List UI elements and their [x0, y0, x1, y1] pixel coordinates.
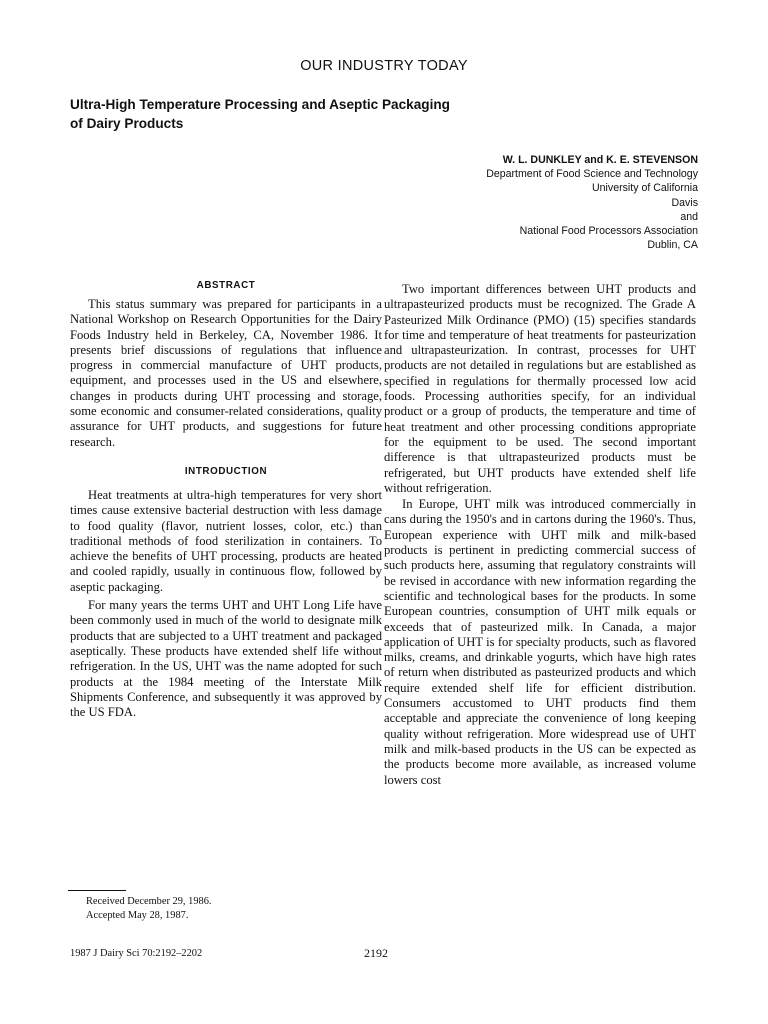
left-column: [70, 278, 382, 720]
body-paragraph-2: In Europe, UHT milk was introduced commercially in cans during the 1950's and in cartons during the 1960's. Thus, European experience with UHT milk and milk-based products is pertinent in predicting commercial success of such products here, assuming that regulatory constraints will be revised in accordance with new information regarding the scientific and technological bases for the products. In some European countries, consumption of UHT milk equals or exceeds that of pasteurized milk. In Canada, a major application of UHT is for specialty products, such as flavored milks, creams, and drinkable yogurts, which have high rates of return when distributed as pasteurized products and which require extended shelf life for efficient distribution. Consumers accustomed to UHT products find them acceptable and appreciate the convenience of long keeping quality without refrigeration. More widespread use of UHT milk and milk-based products in the US can be expected as the products become more available, as increased volume lowers cost: [384, 497, 696, 787]
abstract-text: This status summary was prepared for participants in a National Workshop on Research Opportunities for the Dairy Foods Industry held in Berkeley, CA, November 1986. It presents brief discussions of regulations that influence progress in commercial manufacture of UHT products, equipment, and processes used in the US and elsewhere, changes in products during UHT processing and storage, some economic and consumer-related considerations, quality assurance for UHT products, and suggestions for future research.: [70, 297, 382, 449]
affiliation-location: Dublin, CA: [647, 239, 698, 252]
affiliation-conjunction: and: [680, 210, 698, 223]
affiliation-association: National Food Processors Association: [519, 225, 698, 238]
article-title-line-1: Ultra-High Temperature Processing and Aseptic Packaging: [70, 97, 450, 112]
article-title: [70, 95, 590, 133]
page-number: 2192: [364, 946, 388, 960]
article-title-line-2: of Dairy Products: [70, 116, 184, 131]
introduction-heading: INTRODUCTION: [184, 465, 268, 477]
body-paragraph-1: Two important differences between UHT products and ultrapasteurized products must be recognized. The Grade A Pasteurized Milk Ordinance (PMO) (15) specifies standards for time and temperature of heat treatments for pasteurization and ultrapasteurization. In contrast, processes for UHT products are not detailed in regulations but are established as specified in regulations for thermally processed low acid foods. Processing authorities specify, for an individual product or a group of products, the temperature and time of heat treatment and other processing conditions appropriate for the equipment to be used. The second important difference is that ultrapasteurized products must be refrigerated, but UHT products have extended shelf life without refrigeration.: [384, 282, 696, 495]
accepted-date: Accepted May 28, 1987.: [86, 909, 189, 921]
affiliation-city: Davis: [671, 196, 698, 209]
authors: W. L. DUNKLEY and K. E. STEVENSON: [502, 154, 698, 166]
footnotes: [86, 895, 212, 922]
introduction-paragraph-2: For many years the terms UHT and UHT Long Life have been commonly used in much of the world to designate milk products that are subjected to a UHT treatment and packaged aseptically. These products have extended shelf life without refrigeration. In the US, UHT was the name adopted for such products at the 1984 meeting of the Interstate Milk Shipments Conference, and subsequently it was approved by the US FDA.: [70, 598, 382, 720]
abstract-heading: ABSTRACT: [196, 280, 256, 291]
journal-citation: 1987 J Dairy Sci 70:2192–2202: [70, 948, 203, 959]
affiliation-department: Department of Food Science and Technology: [486, 168, 698, 181]
footnote-divider: [68, 890, 126, 891]
affiliation-university: University of California: [592, 182, 698, 195]
received-date: Received December 29, 1986.: [86, 896, 212, 907]
author-affiliation: [338, 153, 698, 252]
right-column: [384, 278, 696, 788]
introduction-paragraph-1: Heat treatments at ultra-high temperatures for very short times cause extensive bacterial destruction with less damage to food quality (flavor, nutrient losses, color, etc.) than traditional methods of food sterilization in containers. To achieve the benefits of UHT processing, products are heated and cooled rapidly, usually in continuous flow, followed by aseptic packaging.: [70, 487, 382, 594]
section-header: OUR INDUSTRY TODAY: [300, 58, 468, 74]
